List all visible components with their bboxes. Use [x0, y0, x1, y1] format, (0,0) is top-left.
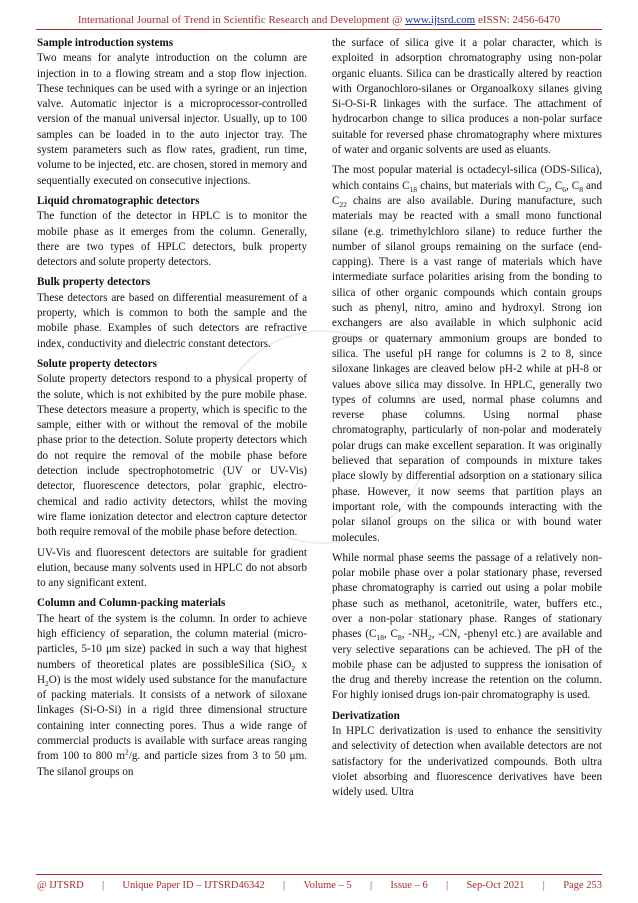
- paragraph: Two means for analyte introduction on the column are injection in to a flowing stream and a stop flow injection. These techniques can be used with a syringe or an injection valve. Automatic injector is a microprocessor-controlled version of the manual universal injector. Usually, up to 100 samples can be loaded in to the auto injector tray. The system parameters such as flow rates, gradient, run time, volume to be injected, etc. are chosen, stored in memory and sequentially executed on consecutive injections.: [37, 52, 307, 187]
- footer-volume: Volume – 5: [303, 880, 352, 891]
- subscript: 8: [397, 633, 402, 643]
- right-column: [332, 36, 602, 806]
- subscript: 2: [545, 184, 550, 194]
- subscript: 18: [409, 184, 418, 194]
- journal-url-link[interactable]: www.ijtsrd.com: [405, 14, 476, 26]
- subscript: 6: [562, 184, 566, 194]
- paragraph: [332, 551, 602, 704]
- text-run: The heart of the system is the column. In order to achieve high efficiency of separation, the column material (micro-particles, 5-10 μm size) packed in such a way that highest numbers of theoretical plates are possibleSilica (SiO: [37, 612, 307, 671]
- heading-sample-introduction: Sample introduction systems: [37, 37, 174, 49]
- text-run: chains are also available. During manufacture, such materials may be reacted with a small mono functional silane (e.g. trimethylchloro silane) to reduce further the number of silanol groups remaining on the surface (end-capping). There is a vast range of materials which have intermediate surface polarities arising from the bonding to silica of other organic compounds which contain groups such as phenyl, nitro, amino and hydroxyl. Strong ion exchangers are also available in which sulphonic acid groups or quaternary ammonium groups are bonded to silica. The useful pH range for columns is 2 to 8, since siloxane linkages are cleaved below pH-2 while at pH-8 or values above silica may dissolve. In HPLC, generally two types of columns are used, normal phase columns and reverse phase columns. Using normal phase chromatography, particularly of non-polar and moderately polar drugs can make excellent separation. It was originally believed that separation of compounds in mixture takes place slowly by differential adsorption on a stationary silica phase. However, it now seems that partition plays an important role, with the compounds interacting with the polar silanol groups on the silica or with bound water molecules.: [332, 194, 602, 544]
- footer-publisher: @ IJTSRD: [37, 880, 84, 891]
- paragraph: UV-Vis and fluorescent detectors are suitable for gradient elution, because many solvents used in HPLC do not absorb to any significant extent.: [37, 546, 307, 590]
- subscript: 2: [427, 633, 432, 643]
- paragraph: In HPLC derivatization is used to enhance the sensitivity and selectivity of detection when available detectors are not satisfactory for the underivatized compounds. Both ultra violet absorbing and fluorescence derivatives have been widely used. Ultra: [332, 725, 602, 799]
- text-run: x H: [37, 658, 308, 686]
- text-run: and C: [332, 179, 602, 207]
- paragraph: the surface of silica give it a polar character, which is exploited in adsorption chromatography using non-polar organic eluants. Silica can be drastically altered by reaction with Organochloro-silanes or Organoalkoxy silanes giving Si-O-Si-R linkages with the surface. The attachment of hydrocarbon change to silica produces a non-polar surface suitable for reversed phase chromatography where mixtures of water and organic solvents are used as eluants.: [332, 37, 602, 157]
- heading-bulk-property-detectors: Bulk property detectors: [37, 276, 151, 289]
- issn: eISSN: 2456-6470: [477, 14, 561, 26]
- superscript: 2: [125, 747, 129, 757]
- paragraph: [37, 612, 307, 780]
- text-run: While normal phase seems the passage of a relatively non-polar mobile phase over a polar stationary phase, reversed phase chromatography is carried out using a polar mobile phase such as methanol, acetonitrile, water, buffers etc., over a non-polar stationary phase. Ranges of stationary phases (C: [332, 551, 602, 641]
- footer-page-number: Page 253: [563, 880, 602, 891]
- text-run: chains, but materials with C: [417, 179, 546, 192]
- footer-separator: |: [369, 880, 373, 891]
- text-run: , C: [383, 628, 398, 641]
- text-run: O) is the most widely used substance for the manufacture of packing materials. It consists of a network of siloxane linkages (Si-O-Si) in a rigid three dimensional structure containing inter connecting pores. Thus a wide range of commercial products is available with surface areas ranging from 100 to 800 m: [37, 673, 307, 763]
- footer-separator: |: [542, 880, 545, 891]
- heading-lc-detectors: Liquid chromatographic detectors: [37, 194, 200, 207]
- header-divider: [36, 29, 602, 30]
- text-run: The most popular material is octadecyl-silica (ODS-Silica), which contains C: [332, 164, 602, 192]
- heading-column-packing: Column and Column-packing materials: [37, 597, 226, 610]
- journal-name: International Journal of Trend in Scientific Research and Development @: [77, 14, 403, 26]
- paragraph: [332, 163, 602, 545]
- heading-derivatization: Derivatization: [332, 709, 400, 722]
- subscript: 2: [45, 679, 49, 689]
- text-run: , -CN, -phenyl etc.) are available and very selective separations can be achieved. The pH of the mobile phase can be adjusted to suppress the ionisation of the drug and thereby increase the retention on the column. For highly ionised drugs ion-pair chromatography is used.: [332, 628, 602, 702]
- text-run: , -NH: [401, 628, 428, 641]
- footer-separator: |: [102, 880, 105, 891]
- footer-paper-id: Unique Paper ID – IJTSRD46342: [122, 880, 265, 891]
- text-run: , C: [549, 179, 563, 192]
- subscript: 8: [579, 184, 583, 194]
- paragraph: The function of the detector in HPLC is to monitor the mobile phase as it emerges from the column. Generally, there are two types of HPLC detectors, bulk property detectors and solute property detectors.: [37, 210, 307, 269]
- text-run: /g. and particle sizes from 3 to 50 μm. The silanol groups on: [37, 750, 307, 778]
- footer-date: Sep-Oct 2021: [466, 880, 525, 891]
- subscript: 18: [376, 633, 384, 643]
- paragraph: These detectors are based on differential measurement of a property, which is common to both the sample and the mobile phase. Examples of such detectors are refractive index, conductivity and dielectric constant detectors.: [37, 291, 307, 350]
- subscript: 2: [291, 663, 296, 673]
- running-header: [0, 14, 638, 26]
- left-column: [37, 36, 307, 785]
- footer-divider: [36, 874, 602, 875]
- running-footer: [37, 880, 602, 891]
- footer-separator: |: [283, 880, 286, 891]
- heading-solute-property-detectors: Solute property detectors: [37, 357, 157, 370]
- footer-separator: |: [446, 880, 449, 891]
- subscript: 22: [339, 200, 347, 210]
- footer-issue: Issue – 6: [390, 880, 428, 891]
- text-run: , C: [565, 179, 580, 192]
- paragraph: Solute property detectors respond to a physical property of the solute, which is not exhibited by the pure mobile phase. These detectors measure a property, which is specific to the sample, either with or without the removal of the mobile phase prior to the detection. Solute property detectors which do not require the removal of the mobile phase before detection include spectrophotometric (UV or UV-Vis) detector, fluorescence detectors, polar graphic, electro-chemical and radio activity detectors, whilst the moving wire flame ionization detector and electron capture detector both require removal of the mobile phase before detection.: [37, 373, 307, 539]
